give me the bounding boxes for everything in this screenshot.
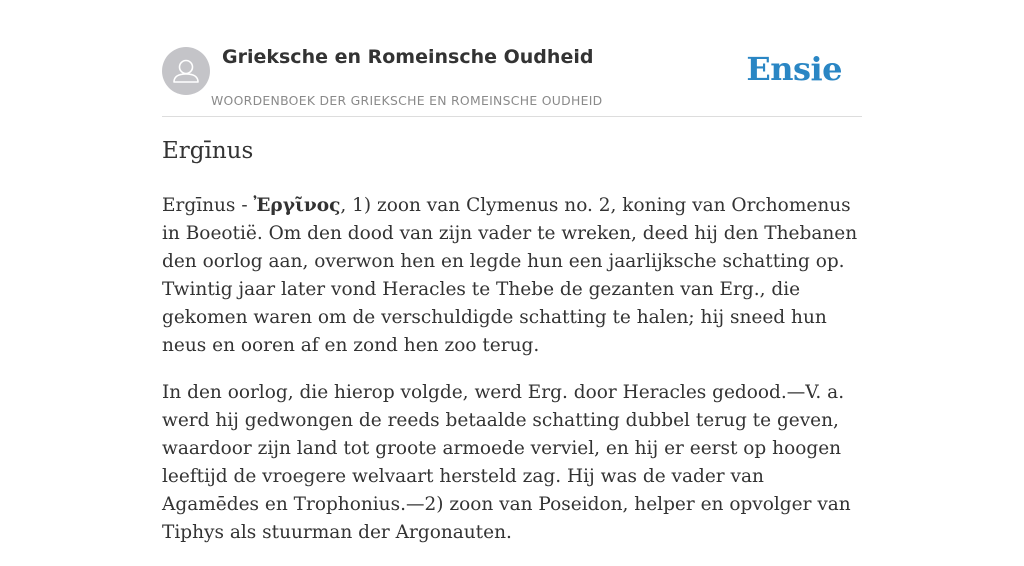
entry-title: Ergīnus xyxy=(162,138,254,164)
entry-content xyxy=(162,192,862,566)
entry-paragraph xyxy=(162,192,862,360)
entry-paragraph-text: , 1) zoon van Clymenus no. 2, koning van Orchomenus in Boeotië. Om den dood van zijn vader te wreken, deed hij den Thebanen den oorlog aan, overwon hen en legde hun een jaarlijksche schatting op. Twintig jaar later vond Heracles te Thebe de gezanten van Erg., die gekomen waren om de verschuldigde schatting te halen; hij sneed hun neus en ooren af en zond hen zoo terug. xyxy=(162,195,858,356)
site-subtitle: WOORDENBOEK DER GRIEKSCHE EN ROMEINSCHE OUDHEID xyxy=(211,93,603,108)
headword-separator: - xyxy=(235,195,254,216)
entry-paragraph: In den oorlog, die hierop volgde, werd Erg. door Heracles gedood.—V. a. werd hij gedwongen de reeds betaalde schatting dubbel terug te geven, waardoor zijn land tot groote armoede verviel, en hij er eerst op hoogen leeftijd de vroegere welvaart hersteld zag. Hij was de vader van Agamēdes en Trophonius.—2) zoon van Poseidon, helper en opvolger van Tiphys als stuurman der Argonauten. xyxy=(162,382,851,543)
page-container xyxy=(162,0,862,543)
site-title[interactable]: Grieksche en Romeinsche Oudheid xyxy=(222,46,594,68)
user-avatar-icon[interactable] xyxy=(162,47,210,95)
brand-logo[interactable]: Ensie xyxy=(746,50,842,88)
site-header xyxy=(162,0,862,117)
entry-headword: Ergīnus xyxy=(162,195,236,216)
greek-headword: Ἐργῖνος xyxy=(253,195,341,216)
